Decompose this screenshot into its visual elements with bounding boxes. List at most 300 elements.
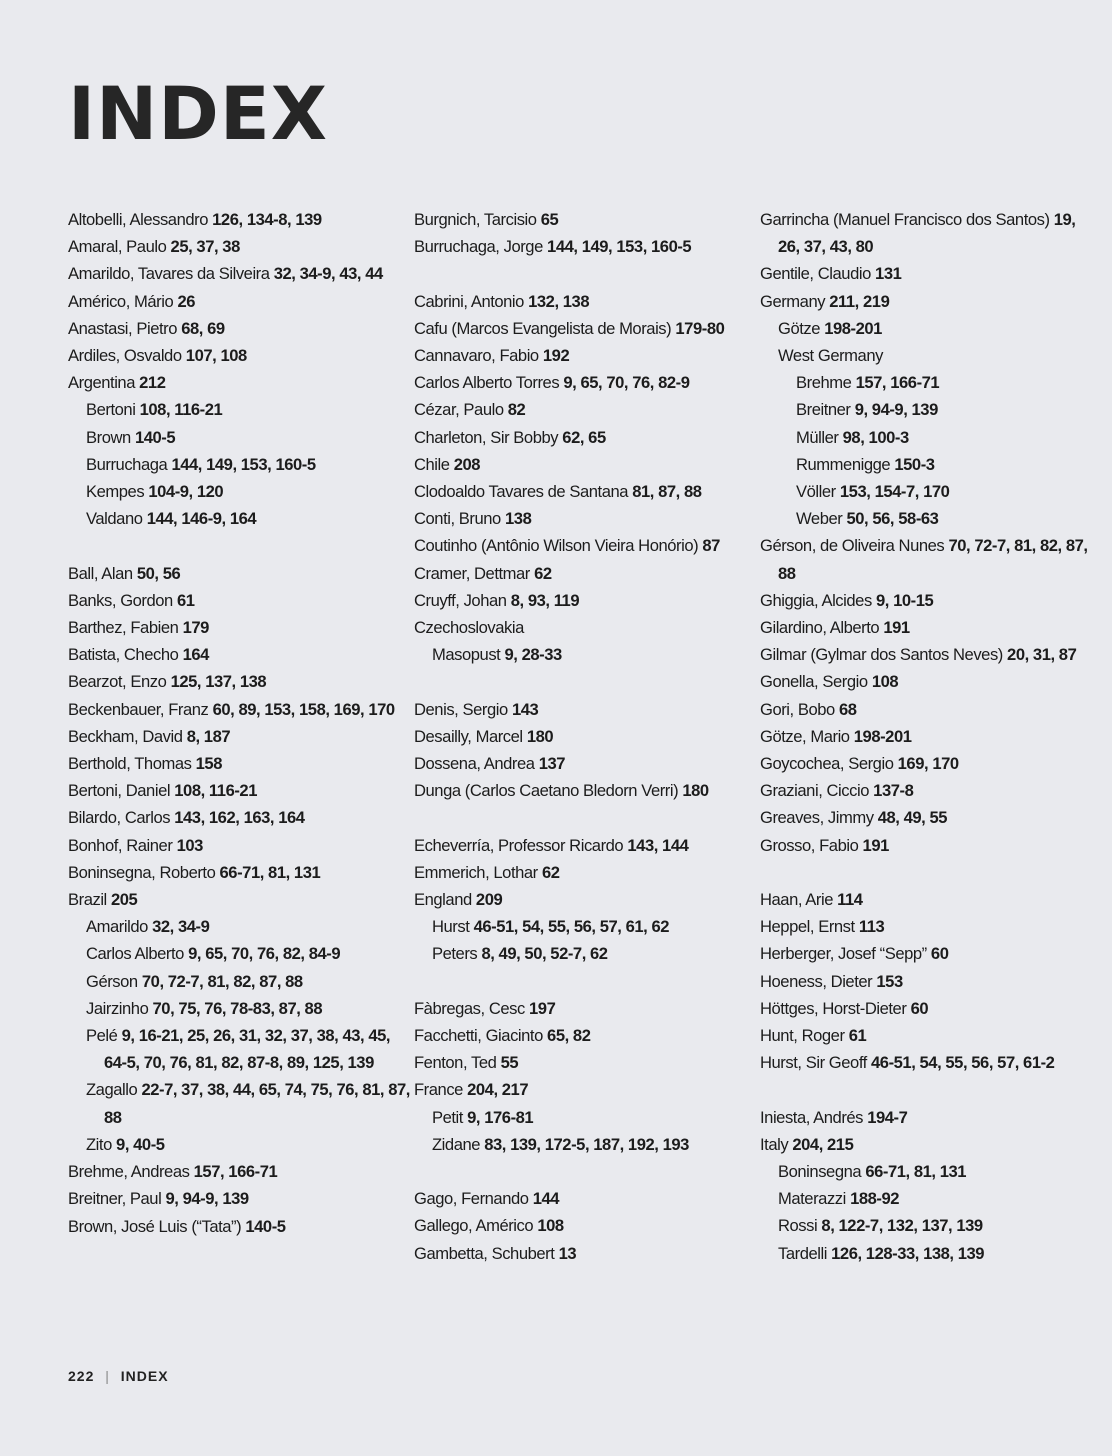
entry-pages: 9, 10-15 xyxy=(875,590,934,610)
entry-pages: 191 xyxy=(862,835,889,855)
entry-pages: 50, 56 xyxy=(136,563,181,583)
entry-name: Zagallo xyxy=(86,1080,138,1100)
entry-pages: 131 xyxy=(875,264,902,284)
index-entry xyxy=(68,288,413,315)
entry-name: Graziani, Ciccio xyxy=(760,781,869,801)
index-entry xyxy=(68,723,413,750)
entry-pages: 140-5 xyxy=(134,427,176,447)
entry-pages: 9, 94-9, 139 xyxy=(854,400,938,420)
index-entry xyxy=(414,315,759,342)
index-entry xyxy=(760,206,1095,260)
entry-pages: 164 xyxy=(182,645,209,665)
entry-pages: 70, 72-7, 81, 82, 87, 88 xyxy=(778,536,1088,583)
index-subentry xyxy=(760,396,1095,423)
index-subentry xyxy=(760,451,1095,478)
entry-name: Germany xyxy=(760,291,826,311)
entry-name: Grosso, Fabio xyxy=(760,835,859,855)
entry-name: Brazil xyxy=(68,890,107,910)
entry-name: Brown, José Luis (“Tata”) xyxy=(68,1216,242,1236)
entry-pages: 137-8 xyxy=(873,781,914,801)
entry-name: Rummenigge xyxy=(796,454,891,474)
entry-name: Américo, Mário xyxy=(68,291,174,311)
entry-pages: 66-71, 81, 131 xyxy=(865,1162,967,1182)
entry-pages: 9, 176-81 xyxy=(467,1107,534,1127)
entry-name: Desailly, Marcel xyxy=(414,726,523,746)
entry-pages: 68 xyxy=(839,699,857,719)
entry-pages: 150-3 xyxy=(894,454,935,474)
entry-name: Bertoni xyxy=(86,400,136,420)
entry-pages: 144, 149, 153, 160-5 xyxy=(547,237,692,257)
entry-pages: 153 xyxy=(876,971,903,991)
index-entry xyxy=(414,995,759,1022)
index-subentry xyxy=(68,1076,413,1130)
entry-name: Cannavaro, Fabio xyxy=(414,346,539,365)
entry-name: Gilmar (Gylmar dos Santos Neves) xyxy=(760,645,1003,665)
entry-name: Bearzot, Enzo xyxy=(68,672,167,692)
footer-section: INDEX xyxy=(120,1368,169,1384)
index-entry xyxy=(760,260,1095,287)
index-entry xyxy=(760,913,1095,940)
index-entry xyxy=(414,532,759,559)
entry-pages: 32, 34-9 xyxy=(152,917,210,937)
entry-pages: 180 xyxy=(526,726,554,746)
entry-pages: 9, 65, 70, 76, 82, 84-9 xyxy=(188,944,341,964)
index-entry xyxy=(760,587,1095,614)
index-entry xyxy=(414,723,759,750)
index-entry xyxy=(414,342,759,369)
entry-name: Barthez, Fabien xyxy=(68,618,179,638)
index-entry xyxy=(414,1049,759,1076)
entry-name: Bilardo, Carlos xyxy=(68,808,171,828)
entry-pages: 114 xyxy=(837,890,863,910)
entry-pages: 158 xyxy=(195,754,222,774)
entry-name: Altobelli, Alessandro xyxy=(68,210,208,229)
entry-name: Fenton, Ted xyxy=(414,1053,497,1073)
entry-name: Peters xyxy=(432,944,478,964)
entry-name: Müller xyxy=(796,427,839,447)
entry-name: Banks, Gordon xyxy=(68,590,173,610)
entry-name: Italy xyxy=(760,1134,789,1154)
entry-name: Berthold, Thomas xyxy=(68,754,192,774)
entry-pages: 197 xyxy=(529,998,556,1018)
index-gap xyxy=(414,260,759,287)
entry-name: Denis, Sergio xyxy=(414,699,508,719)
entry-pages: 126, 128-33, 138, 139 xyxy=(831,1243,985,1263)
index-entry xyxy=(414,886,759,913)
index-gap xyxy=(414,1158,759,1185)
index-entry xyxy=(760,641,1095,668)
entry-pages: 211, 219 xyxy=(829,291,890,311)
index-entry xyxy=(760,614,1095,641)
index-entry xyxy=(760,968,1095,995)
entry-name: Kempes xyxy=(86,482,145,502)
entry-pages: 153, 154-7, 170 xyxy=(839,482,950,502)
entry-pages: 70, 75, 76, 78-83, 87, 88 xyxy=(152,998,323,1018)
entry-pages: 188-92 xyxy=(850,1189,900,1209)
entry-name: Götze xyxy=(778,318,821,338)
entry-name: Beckenbauer, Franz xyxy=(68,699,209,719)
entry-name: Heppel, Ernst xyxy=(760,917,855,937)
entry-name: Cafu (Marcos Evangelista de Morais) xyxy=(414,318,672,338)
entry-pages: 62 xyxy=(541,862,560,882)
entry-pages: 48, 49, 55 xyxy=(877,808,948,828)
index-subentry xyxy=(68,940,413,967)
entry-name: Facchetti, Giacinto xyxy=(414,1026,543,1046)
entry-name: Cramer, Dettmar xyxy=(414,563,530,583)
index-entry xyxy=(414,396,759,423)
entry-name: Völler xyxy=(796,482,836,502)
entry-name: Carlos Alberto xyxy=(86,944,184,964)
entry-name: Dossena, Andrea xyxy=(414,754,535,774)
index-subentry xyxy=(68,505,413,532)
index-entry xyxy=(414,505,759,532)
index-entry xyxy=(68,233,413,260)
index-entry xyxy=(68,206,413,233)
entry-name: Masopust xyxy=(432,645,501,665)
entry-pages: 83, 139, 172-5, 187, 192, 193 xyxy=(484,1134,689,1154)
entry-name: Burruchaga xyxy=(86,454,168,474)
entry-name: Pelé xyxy=(86,1026,118,1046)
entry-name: Burgnich, Tarcisio xyxy=(414,210,537,229)
entry-pages: 68, 69 xyxy=(181,318,225,338)
index-gap xyxy=(68,532,413,559)
entry-name: Ball, Alan xyxy=(68,563,133,583)
index-subentry xyxy=(414,913,759,940)
entry-pages: 103 xyxy=(176,835,203,855)
index-entry xyxy=(760,804,1095,831)
index-entry xyxy=(414,424,759,451)
entry-pages: 137 xyxy=(538,754,566,774)
entry-pages: 61 xyxy=(848,1026,867,1046)
index-entry xyxy=(414,859,759,886)
entry-name: Greaves, Jimmy xyxy=(760,808,874,828)
index-entry xyxy=(68,260,413,287)
entry-pages: 22-7, 37, 38, 44, 65, 74, 75, 76, 81, 87, 88 xyxy=(104,1080,410,1127)
index-entry xyxy=(68,1158,413,1185)
entry-name: Beckham, David xyxy=(68,726,183,746)
entry-name: Zidane xyxy=(432,1134,481,1154)
index-entry xyxy=(760,995,1095,1022)
index-entry xyxy=(414,451,759,478)
entry-pages: 9, 65, 70, 76, 82-9 xyxy=(563,373,690,393)
entry-name: Tardelli xyxy=(778,1243,827,1263)
index-entry xyxy=(414,233,759,260)
index-entry xyxy=(414,1240,759,1267)
entry-pages: 125, 137, 138 xyxy=(170,672,267,692)
entry-pages: 144, 146-9, 164 xyxy=(146,509,257,529)
entry-name: Bertoni, Daniel xyxy=(68,781,171,801)
entry-pages: 138 xyxy=(505,509,532,529)
entry-name: Hunt, Roger xyxy=(760,1026,845,1046)
entry-name: Rossi xyxy=(778,1216,818,1236)
entry-pages: 60 xyxy=(930,944,949,964)
entry-pages: 204, 217 xyxy=(467,1080,529,1100)
entry-pages: 50, 56, 58-63 xyxy=(846,509,939,529)
entry-pages: 9, 94-9, 139 xyxy=(165,1189,249,1209)
index-subentry xyxy=(414,641,759,668)
index-entry xyxy=(68,886,413,913)
index-entry xyxy=(68,832,413,859)
entry-name: Herberger, Josef “Sepp” xyxy=(760,944,927,964)
index-subentry xyxy=(760,1212,1095,1239)
index-subentry xyxy=(68,995,413,1022)
entry-pages: 108 xyxy=(871,672,899,692)
index-gap xyxy=(760,859,1095,886)
entry-pages: 192 xyxy=(542,346,570,365)
entry-name: Breitner xyxy=(796,400,851,420)
index-entry xyxy=(760,1049,1095,1076)
index-subentry xyxy=(760,1240,1095,1267)
index-entry xyxy=(414,206,759,233)
index-entry xyxy=(68,859,413,886)
index-subentry xyxy=(760,1185,1095,1212)
index-entry xyxy=(68,668,413,695)
index-entry xyxy=(414,832,759,859)
index-entry xyxy=(760,940,1095,967)
index-entry xyxy=(68,315,413,342)
index-entry xyxy=(414,1212,759,1239)
entry-name: Charleton, Sir Bobby xyxy=(414,427,559,447)
entry-pages: 107, 108 xyxy=(185,346,247,366)
index-subentry xyxy=(68,1022,413,1076)
entry-name: Haan, Arie xyxy=(760,890,833,910)
index-entry xyxy=(68,369,413,396)
index-entry xyxy=(760,832,1095,859)
entry-pages: 81, 87, 88 xyxy=(632,482,702,502)
entry-name: France xyxy=(414,1080,463,1100)
entry-pages: 32, 34-9, 43, 44 xyxy=(273,264,383,284)
entry-pages: 169, 170 xyxy=(897,754,959,774)
entry-pages: 60, 89, 153, 158, 169, 170 xyxy=(212,699,395,719)
index-subentry xyxy=(68,478,413,505)
index-entry xyxy=(68,614,413,641)
index-subentry xyxy=(760,478,1095,505)
entry-name: Götze, Mario xyxy=(760,726,850,746)
entry-pages: 113 xyxy=(858,917,885,937)
index-subentry xyxy=(68,1131,413,1158)
footer-separator: | xyxy=(105,1368,110,1384)
entry-name: Materazzi xyxy=(778,1189,846,1209)
entry-name: Gérson xyxy=(86,971,138,991)
entry-name: West Germany xyxy=(778,346,883,366)
entry-pages: 66-71, 81, 131 xyxy=(219,862,321,882)
index-subentry xyxy=(68,968,413,995)
entry-pages: 26 xyxy=(177,291,196,311)
entry-name: Gori, Bobo xyxy=(760,699,835,719)
entry-pages: 157, 166-71 xyxy=(193,1162,278,1182)
entry-name: Dunga (Carlos Caetano Bledorn Verri) xyxy=(414,781,679,801)
entry-name: Gérson, de Oliveira Nunes xyxy=(760,536,945,556)
index-entry xyxy=(414,614,759,641)
entry-pages: 8, 49, 50, 52-7, 62 xyxy=(481,944,608,964)
entry-name: Conti, Bruno xyxy=(414,509,501,529)
entry-pages: 9, 40-5 xyxy=(116,1134,165,1154)
entry-name: Clodoaldo Tavares de Santana xyxy=(414,482,629,502)
entry-name: Ghiggia, Alcides xyxy=(760,590,872,610)
entry-pages: 62, 65 xyxy=(562,427,606,447)
entry-pages: 143 xyxy=(511,699,539,719)
page-footer xyxy=(68,1368,169,1384)
entry-name: Boninsegna, Roberto xyxy=(68,862,216,882)
entry-name: Höttges, Horst-Dieter xyxy=(760,998,907,1018)
entry-pages: 61 xyxy=(177,590,195,610)
entry-name: Breitner, Paul xyxy=(68,1189,162,1209)
index-entry xyxy=(68,1213,413,1240)
index-entry xyxy=(68,587,413,614)
entry-pages: 104-9, 120 xyxy=(148,482,224,502)
entry-name: Gentile, Claudio xyxy=(760,264,871,284)
entry-pages: 46-51, 54, 55, 56, 57, 61-2 xyxy=(871,1053,1055,1073)
index-subentry xyxy=(760,505,1095,532)
entry-pages: 87 xyxy=(702,536,720,556)
page-number: 222 xyxy=(68,1368,95,1384)
entry-name: Brehme xyxy=(796,373,852,393)
entry-pages: 13 xyxy=(558,1243,577,1263)
index-entry xyxy=(68,804,413,831)
entry-name: Iniesta, Andrés xyxy=(760,1107,864,1127)
index-entry xyxy=(414,1022,759,1049)
entry-pages: 9, 16-21, 25, 26, 31, 32, 37, 38, 43, 45, 64-5, 70, 76, 81, 82, 87-8, 89, 125, 139 xyxy=(104,1026,391,1073)
index-entry xyxy=(414,1076,759,1103)
entry-pages: 204, 215 xyxy=(792,1134,854,1154)
entry-name: Cabrini, Antonio xyxy=(414,291,524,311)
entry-pages: 198-201 xyxy=(853,726,912,746)
entry-pages: 65, 82 xyxy=(547,1026,591,1046)
entry-name: Argentina xyxy=(68,373,135,393)
entry-name: Cézar, Paulo xyxy=(414,400,504,420)
entry-name: Amarildo xyxy=(86,917,148,937)
entry-name: England xyxy=(414,890,472,910)
index-entry xyxy=(414,696,759,723)
entry-pages: 108 xyxy=(537,1216,564,1236)
entry-name: Brown xyxy=(86,427,131,447)
index-subentry xyxy=(414,1104,759,1131)
entry-name: Boninsegna xyxy=(778,1162,862,1182)
entry-name: Jairzinho xyxy=(86,998,149,1018)
entry-name: Batista, Checho xyxy=(68,645,179,665)
index-entry xyxy=(414,478,759,505)
entry-name: Hurst xyxy=(432,917,470,937)
entry-name: Ardiles, Osvaldo xyxy=(68,346,182,366)
index-subentry xyxy=(414,1131,759,1158)
index-entry xyxy=(414,560,759,587)
entry-pages: 212 xyxy=(139,373,166,393)
entry-name: Amaral, Paulo xyxy=(68,237,167,257)
index-entry xyxy=(760,696,1095,723)
entry-name: Brehme, Andreas xyxy=(68,1162,190,1182)
index-entry xyxy=(414,369,759,396)
entry-pages: 9, 28-33 xyxy=(504,645,562,665)
entry-name: Amarildo, Tavares da Silveira xyxy=(68,264,270,284)
index-entry xyxy=(760,288,1095,315)
index-gap xyxy=(760,1076,1095,1103)
index-gap xyxy=(414,668,759,695)
entry-name: Echeverría, Professor Ricardo xyxy=(414,835,624,855)
entry-pages: 70, 72-7, 81, 82, 87, 88 xyxy=(141,971,303,991)
index-subentry xyxy=(760,315,1095,342)
index-subentry xyxy=(760,369,1095,396)
index-gap xyxy=(414,804,759,831)
index-subentry xyxy=(760,1158,1095,1185)
entry-name: Gallego, Américo xyxy=(414,1216,534,1236)
entry-name: Anastasi, Pietro xyxy=(68,318,178,338)
index-entry xyxy=(760,750,1095,777)
index-entry xyxy=(68,641,413,668)
entry-name: Carlos Alberto Torres xyxy=(414,373,560,393)
index-subentry xyxy=(414,940,759,967)
entry-name: Coutinho (Antônio Wilson Vieira Honório) xyxy=(414,536,699,556)
index-entry xyxy=(760,886,1095,913)
entry-name: Petit xyxy=(432,1107,463,1127)
entry-pages: 126, 134-8, 139 xyxy=(212,210,322,229)
entry-pages: 143, 144 xyxy=(627,835,689,855)
index-entry xyxy=(760,532,1095,586)
entry-name: Gonella, Sergio xyxy=(760,672,868,692)
entry-name: Goycochea, Sergio xyxy=(760,754,894,774)
entry-pages: 179 xyxy=(182,618,209,638)
index-entry xyxy=(68,750,413,777)
index-entry xyxy=(414,750,759,777)
entry-name: Czechoslovakia xyxy=(414,618,524,638)
entry-pages: 205 xyxy=(110,890,138,910)
index-entry xyxy=(414,1185,759,1212)
index-column-2 xyxy=(414,206,759,1267)
entry-pages: 108, 116-21 xyxy=(174,781,257,801)
index-entry xyxy=(760,668,1095,695)
entry-name: Fàbregas, Cesc xyxy=(414,998,525,1018)
entry-pages: 46-51, 54, 55, 56, 57, 61, 62 xyxy=(473,917,670,937)
entry-pages: 144, 149, 153, 160-5 xyxy=(171,454,316,474)
entry-pages: 65 xyxy=(540,210,559,229)
entry-pages: 20, 31, 87 xyxy=(1007,645,1077,665)
index-column-3 xyxy=(760,206,1095,1267)
entry-name: Gambetta, Schubert xyxy=(414,1243,555,1263)
entry-pages: 132, 138 xyxy=(528,291,590,311)
index-entry xyxy=(68,696,413,723)
entry-pages: 60 xyxy=(910,998,929,1018)
index-subentry xyxy=(68,913,413,940)
entry-pages: 144 xyxy=(532,1189,560,1209)
entry-name: Hoeness, Dieter xyxy=(760,971,873,991)
entry-pages: 194-7 xyxy=(867,1107,908,1127)
index-entry xyxy=(414,587,759,614)
entry-pages: 8, 122-7, 132, 137, 139 xyxy=(821,1216,983,1236)
entry-name: Gago, Fernando xyxy=(414,1189,529,1209)
entry-name: Emmerich, Lothar xyxy=(414,862,538,882)
entry-name: Gilardino, Alberto xyxy=(760,618,880,638)
index-subentry xyxy=(68,424,413,451)
index-gap xyxy=(414,968,759,995)
entry-pages: 143, 162, 163, 164 xyxy=(174,808,305,828)
entry-pages: 25, 37, 38 xyxy=(170,237,240,257)
entry-pages: 179-80 xyxy=(675,318,725,338)
entry-pages: 157, 166-71 xyxy=(855,373,940,393)
index-entry xyxy=(68,1185,413,1212)
page-title: INDEX xyxy=(68,72,329,157)
entry-pages: 191 xyxy=(883,618,910,638)
entry-pages: 62 xyxy=(534,563,552,583)
entry-name: Garrincha (Manuel Francisco dos Santos) xyxy=(760,210,1050,229)
index-entry xyxy=(68,560,413,587)
entry-pages: 108, 116-21 xyxy=(139,400,223,420)
entry-pages: 8, 187 xyxy=(186,726,231,746)
entry-pages: 198-201 xyxy=(824,318,882,338)
index-entry xyxy=(760,723,1095,750)
index-subentry xyxy=(760,424,1095,451)
index-column-1 xyxy=(68,206,413,1240)
index-subentry xyxy=(68,396,413,423)
entry-pages: 98, 100-3 xyxy=(842,427,909,447)
